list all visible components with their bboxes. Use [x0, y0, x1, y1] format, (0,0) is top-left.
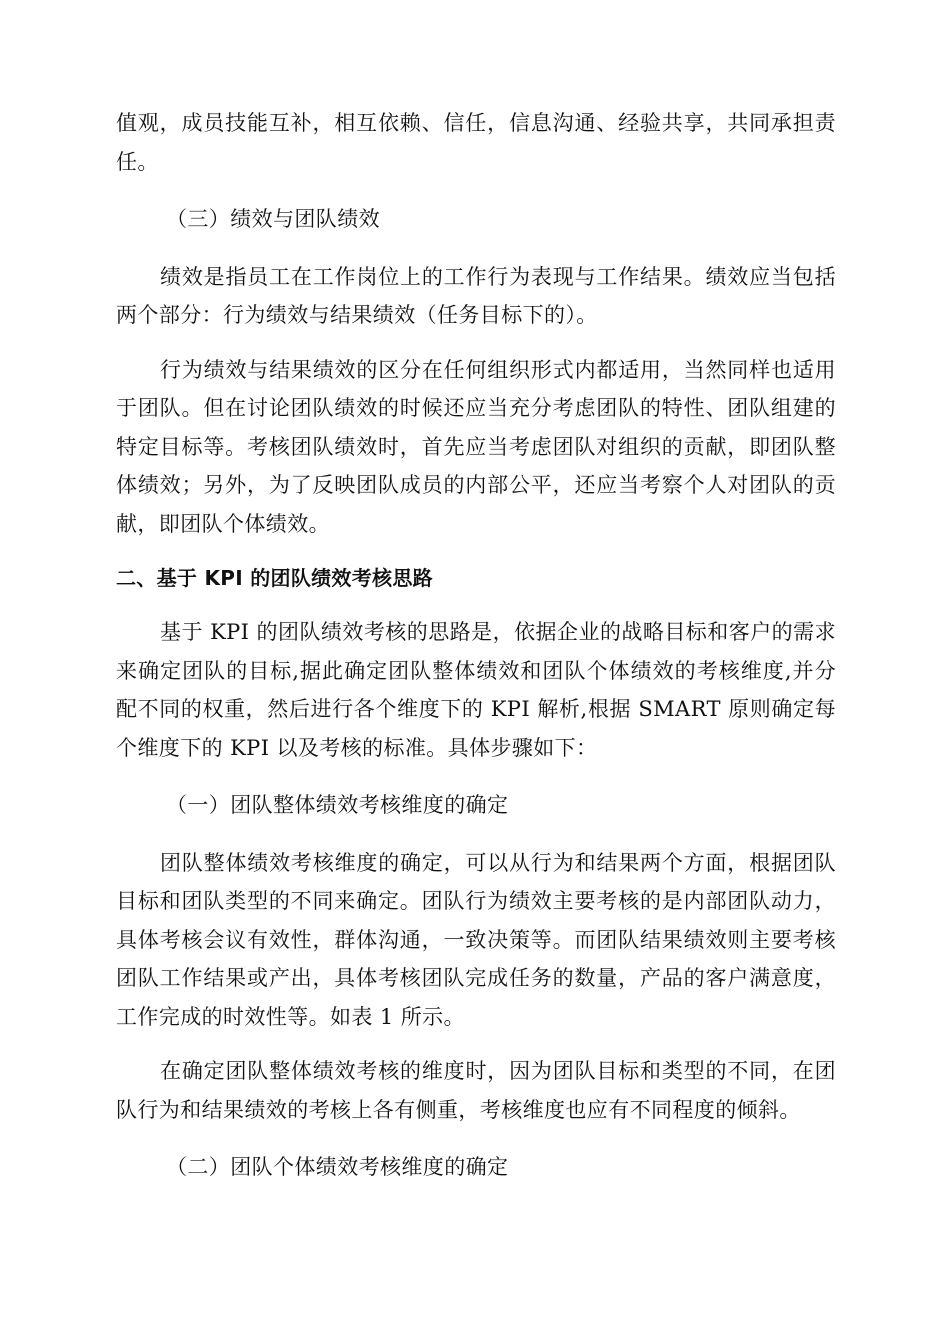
- paragraph-team-overall-dimensions: 团队整体绩效考核维度的确定，可以从行为和结果两个方面，根据团队目标和团队类型的不同来确定。团队行为绩效主要考核的是内部团队动力，具体考核会议有效性，群体沟通，一致决策等。而团队结果绩效则主要考核团队工作结果或产出，具体考核团队完成任务的数量，产品的客户满意度，工作完成的时效性等。如表 1 所示。: [116, 850, 836, 1029]
- subheading-performance-and-team-performance: （三）绩效与团队绩效: [166, 207, 380, 231]
- paragraph-dimension-weighting: 在确定团队整体绩效考核的维度时，因为团队目标和类型的不同，在团队行为和结果绩效的考核上各有侧重，考核维度也应有不同程度的倾斜。: [116, 1059, 836, 1122]
- paragraph-kpi-approach: 基于 KPI 的团队绩效考核的思路是，依据企业的战略目标和客户的需求来确定团队的目标,据此确定团队整体绩效和团队个体绩效的考核维度,并分配不同的权重，然后进行各个维度下的 KPI 解析,根据 SMART 原则确定每个维度下的 KPI 以及考核的标准。具体步骤如下：: [116, 620, 836, 760]
- subheading-team-individual-dimensions: （二）团队个体绩效考核维度的确定: [166, 1155, 509, 1179]
- subheading-team-overall-dimensions: （一）团队整体绩效考核维度的确定: [166, 793, 509, 817]
- paragraph-performance-definition: 绩效是指员工在工作岗位上的工作行为表现与工作结果。绩效应当包括两个部分：行为绩效与结果绩效（任务目标下的）。: [116, 264, 836, 327]
- section-heading-kpi-approach: 二、基于 KPI 的团队绩效考核思路: [116, 566, 433, 590]
- document-page: [116, 104, 836, 1187]
- paragraph-team-definition-end: 值观，成员技能互补，相互依赖、信任，信息沟通、经验共享，共同承担责任。: [116, 111, 836, 174]
- paragraph-behavior-result-distinction: 行为绩效与结果绩效的区分在任何组织形式内都适用，当然同样也适用于团队。但在讨论团队绩效的时候还应当充分考虑团队的特性、团队组建的特定目标等。考核团队绩效时，首先应当考虑团队对组织的贡献，即团队整体绩效；另外，为了反映团队成员的内部公平，还应当考察个人对团队的贡献，即团队个体绩效。: [116, 357, 836, 536]
